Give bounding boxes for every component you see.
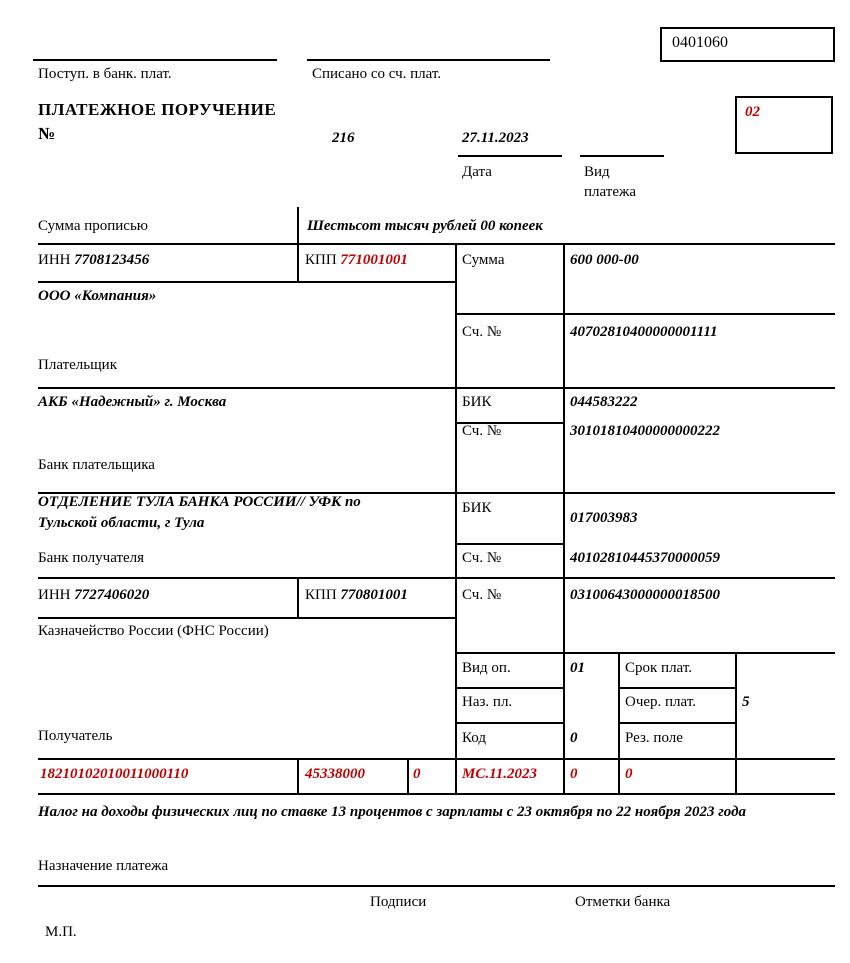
grid-line-h bbox=[38, 387, 835, 389]
number-sign: № bbox=[38, 124, 56, 143]
amount-in-words-field[interactable]: Шестьсот тысяч рублей 00 копеек bbox=[307, 218, 543, 234]
payer-kpp-field[interactable]: 771001001 bbox=[340, 252, 408, 268]
payer-label: Плательщик bbox=[38, 357, 117, 373]
payment-basis-field[interactable]: 0 bbox=[413, 766, 421, 782]
payer-kpp bbox=[305, 250, 408, 270]
form-code: 0401060 bbox=[672, 34, 728, 51]
grid-line-h bbox=[455, 313, 835, 315]
grid-line-h bbox=[38, 885, 835, 887]
payee-inn bbox=[38, 585, 149, 605]
payee-bank-label: Банк получателя bbox=[38, 550, 145, 566]
payee-bank-account-label: Сч. № bbox=[462, 550, 502, 566]
payer-account-field[interactable]: 40702810400000001111 bbox=[570, 324, 718, 340]
grid-line-h bbox=[38, 758, 835, 760]
grid-line-v bbox=[455, 243, 457, 795]
payee-inn-field[interactable]: 7727406020 bbox=[74, 587, 150, 603]
payee-account-field[interactable]: 03100643000000018500 bbox=[570, 587, 720, 603]
payment-purpose-code-label: Наз. пл. bbox=[462, 694, 513, 710]
bank-marks-label: Отметки банка bbox=[575, 894, 671, 910]
payer-bank-name-field[interactable]: АКБ «Надежный» г. Москва bbox=[38, 394, 227, 410]
received-stamp-line bbox=[33, 59, 277, 61]
debited-stamp-line bbox=[307, 59, 550, 61]
date-label: Дата bbox=[462, 164, 492, 180]
payer-inn-field[interactable]: 7708123456 bbox=[74, 252, 150, 268]
amount-in-words-label: Сумма прописью bbox=[38, 218, 149, 234]
payer-inn-label: ИНН bbox=[38, 252, 71, 268]
operation-type-label: Вид оп. bbox=[462, 660, 511, 676]
grid-line-h bbox=[38, 281, 455, 283]
payee-inn-label: ИНН bbox=[38, 587, 71, 603]
grid-line-h bbox=[38, 617, 455, 619]
payer-kpp-label: КПП bbox=[305, 252, 337, 268]
priority-field[interactable]: 5 bbox=[742, 694, 750, 710]
grid-line-v bbox=[297, 245, 299, 281]
document-date-field[interactable]: 27.11.2023 bbox=[462, 130, 529, 146]
payer-bank-account-field[interactable]: 30101810400000000222 bbox=[570, 423, 720, 439]
grid-line-h bbox=[38, 243, 835, 245]
priority-label: Очер. плат. bbox=[625, 694, 696, 710]
tax-doc-number-field[interactable]: 0 bbox=[570, 766, 578, 782]
payment-type-label: Вид платежа bbox=[584, 164, 637, 200]
code-field[interactable]: 0 bbox=[570, 730, 578, 746]
tax-doc-date-field[interactable]: 0 bbox=[625, 766, 633, 782]
sum-label: Сумма bbox=[462, 252, 505, 268]
grid-line-h bbox=[455, 722, 565, 724]
payee-account-label: Сч. № bbox=[462, 587, 502, 603]
tax-period-field[interactable]: МС.11.2023 bbox=[462, 766, 538, 782]
grid-line-h bbox=[455, 652, 835, 654]
kbk-field[interactable]: 18210102010011000110 bbox=[40, 766, 189, 782]
payer-bank-bik-label: БИК bbox=[462, 394, 492, 410]
payee-bank-bik-label: БИК bbox=[462, 500, 492, 516]
payer-status-field[interactable]: 02 bbox=[745, 104, 760, 120]
payment-purpose-label: Назначение платежа bbox=[38, 858, 169, 874]
stamp-place-label: М.П. bbox=[45, 924, 77, 940]
signatures-label: Подписи bbox=[370, 894, 427, 910]
payee-kpp-field[interactable]: 770801001 bbox=[340, 587, 408, 603]
debited-from-account-label: Списано со сч. плат. bbox=[312, 66, 442, 82]
code-label: Код bbox=[462, 730, 486, 746]
reserve-field-label: Рез. поле bbox=[625, 730, 683, 746]
document-title: ПЛАТЕЖНОЕ ПОРУЧЕНИЕ bbox=[38, 100, 277, 119]
payer-bank-label: Банк плательщика bbox=[38, 457, 155, 473]
grid-line-v bbox=[407, 758, 409, 795]
payer-bank-account-label: Сч. № bbox=[462, 423, 502, 439]
date-underline bbox=[458, 155, 562, 157]
payment-purpose-field[interactable]: Налог на доходы физических лиц по ставке 13 процентов с зарплаты с 23 октября по 22 ноября 2023 года bbox=[38, 804, 747, 820]
operation-type-field[interactable]: 01 bbox=[570, 660, 585, 676]
oktmo-field[interactable]: 45338000 bbox=[305, 766, 365, 782]
payee-kpp-label: КПП bbox=[305, 587, 337, 603]
grid-line-v bbox=[297, 579, 299, 617]
payer-name-field[interactable]: ООО «Компания» bbox=[38, 288, 157, 304]
payer-account-label: Сч. № bbox=[462, 324, 502, 340]
sum-field[interactable]: 600 000-00 bbox=[570, 252, 639, 268]
due-date-label: Срок плат. bbox=[625, 660, 693, 676]
grid-line-h bbox=[618, 722, 737, 724]
grid-line-v bbox=[563, 243, 565, 795]
payee-bank-name-field[interactable]: ОТДЕЛЕНИЕ ТУЛА БАНКА РОССИИ// УФК по Тульской области, г Тула bbox=[38, 494, 361, 531]
payee-name-field[interactable]: Казначейство России (ФНС России) bbox=[38, 623, 269, 639]
grid-line-v bbox=[297, 758, 299, 795]
payee-label: Получатель bbox=[38, 728, 113, 744]
grid-line-h bbox=[455, 687, 565, 689]
grid-line-h bbox=[38, 793, 835, 795]
payee-kpp bbox=[305, 585, 408, 605]
payment-type-underline bbox=[580, 155, 664, 157]
grid-line-h bbox=[455, 543, 565, 545]
payer-inn bbox=[38, 250, 149, 270]
received-in-bank-label: Поступ. в банк. плат. bbox=[38, 66, 172, 82]
grid-line-h bbox=[38, 577, 835, 579]
payee-bank-bik-field[interactable]: 017003983 bbox=[570, 510, 638, 526]
grid-line-h bbox=[618, 687, 737, 689]
document-number-field[interactable]: 216 bbox=[332, 130, 355, 146]
grid-line-v bbox=[297, 207, 299, 245]
payer-bank-bik-field[interactable]: 044583222 bbox=[570, 394, 638, 410]
payee-bank-account-field[interactable]: 40102810445370000059 bbox=[570, 550, 720, 566]
